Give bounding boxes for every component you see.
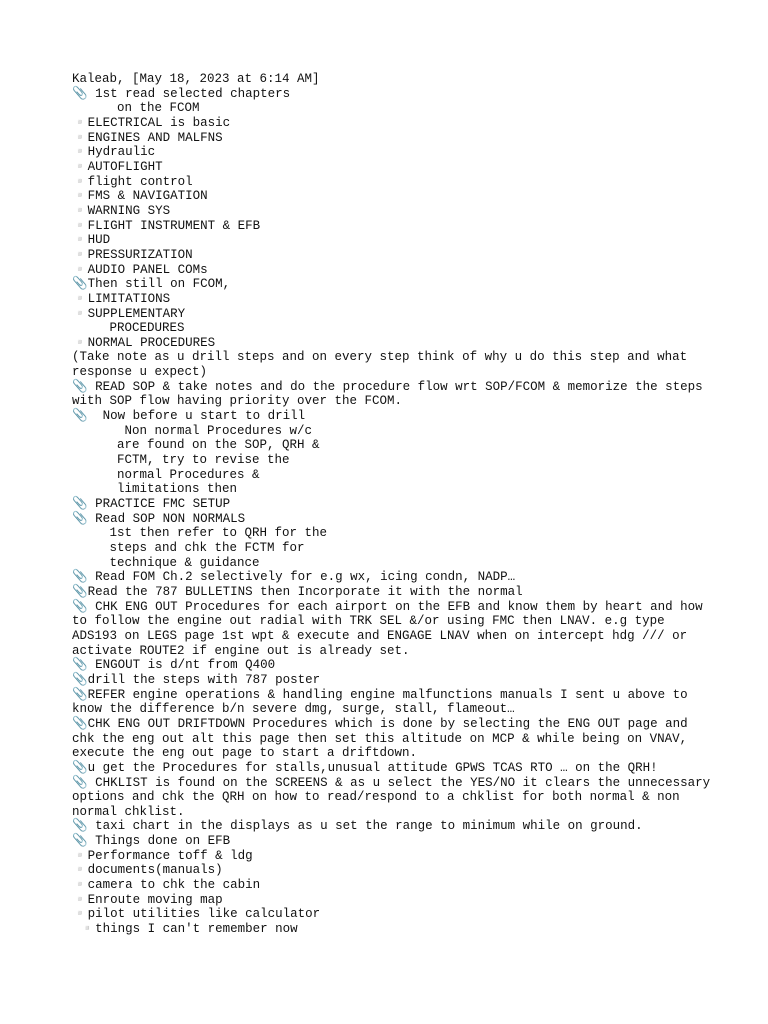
document-line: PROCEDURES bbox=[72, 321, 185, 336]
document-line: 📎 Things done on EFB bbox=[72, 834, 231, 849]
document-line: 📎Read the 787 BULLETINS then Incorporate it with the normal bbox=[72, 584, 523, 599]
document-line: ▫️pilot utilities like calculator bbox=[72, 907, 321, 922]
document-body bbox=[72, 72, 718, 937]
document-line: 📎 ENGOUT is d/nt from Q400 bbox=[72, 658, 276, 673]
document-line: ▫️documents(manuals) bbox=[72, 863, 223, 878]
document-line: Non normal Procedures w/c bbox=[72, 423, 313, 438]
document-line: technique & guidance bbox=[72, 555, 260, 570]
document-line: ▫️LIMITATIONS bbox=[72, 291, 171, 306]
document-line: ▫️Hydraulic bbox=[72, 145, 156, 160]
document-line: ▫️flight control bbox=[72, 174, 193, 189]
document-line: 📎 Now before u start to drill bbox=[72, 409, 306, 424]
document-line: ▫️Enroute moving map bbox=[72, 892, 223, 907]
document-line: 1st then refer to QRH for the bbox=[72, 526, 328, 541]
document-line: ▫️PRESSURIZATION bbox=[72, 247, 193, 262]
document-line: ▫️FLIGHT INSTRUMENT & EFB bbox=[72, 218, 261, 233]
document-line: 📎u get the Procedures for stalls,unusual attitude GPWS TCAS RTO … on the QRH! bbox=[72, 760, 658, 775]
document-line: ▫️WARNING SYS bbox=[72, 203, 171, 218]
document-line: ▫️FMS & NAVIGATION bbox=[72, 189, 208, 204]
document-line: ▫️NORMAL PROCEDURES bbox=[72, 335, 216, 350]
document-line: 📎 READ SOP & take notes and do the procedure flow wrt SOP/FCOM & memorize the steps with SOP flow having priority over the FCOM. bbox=[72, 379, 711, 409]
document-line: ▫️camera to chk the cabin bbox=[72, 878, 261, 893]
document-line: 📎CHK ENG OUT DRIFTDOWN Procedures which is done by selecting the ENG OUT page and chk the eng out alt this page then set this altitude on MCP & while being on VNAV, execute the eng out page to start a driftdown. bbox=[72, 716, 696, 761]
document-line: 📎 PRACTICE FMC SETUP bbox=[72, 497, 231, 512]
document-line: ▫️ENGINES AND MALFNS bbox=[72, 130, 223, 145]
document-line: ▫️SUPPLEMENTARY bbox=[72, 306, 186, 321]
document-line: on the FCOM bbox=[72, 101, 200, 116]
document-line: 📎Then still on FCOM, bbox=[72, 277, 231, 292]
document-line: 📎REFER engine operations & handling engine malfunctions manuals I sent u above to know the difference b/n severe dmg, surge, stall, flameout… bbox=[72, 687, 696, 717]
document-line: ▫️ELECTRICAL is basic bbox=[72, 115, 231, 130]
document-line: ▫️HUD bbox=[72, 233, 111, 248]
document-line: 📎 CHK ENG OUT Procedures for each airport on the EFB and know them by heart and how to follow the engine out radial with TRK SEL &/or using FMC then LNAV. e.g type ADS193 on LEGS page 1st wpt & execute and ENGAGE LNAV when on intercept hdg /// or activate ROUTE2 if engine out is already set. bbox=[72, 599, 711, 658]
document-line: normal Procedures & bbox=[72, 467, 260, 482]
document-line: 📎 1st read selected chapters bbox=[72, 86, 291, 101]
document-line: 📎 Read FOM Ch.2 selectively for e.g wx, icing condn, NADP… bbox=[72, 570, 516, 585]
message-header: Kaleab, [May 18, 2023 at 6:14 AM] bbox=[72, 72, 320, 86]
document-line: FCTM, try to revise the bbox=[72, 453, 290, 468]
document-line: ▫️AUDIO PANEL COMs bbox=[72, 262, 208, 277]
document-line: 📎 taxi chart in the displays as u set the range to minimum while on ground. bbox=[72, 819, 643, 834]
document-line: 📎 CHKLIST is found on the SCREENS & as u select the YES/NO it clears the unnecessary options and chk the QRH on how to read/respond to a chklist for both normal & non normal chklist. bbox=[72, 775, 718, 819]
document-line: 📎drill the steps with 787 poster bbox=[72, 672, 321, 687]
document-line: (Take note as u drill steps and on every step think of why u do this step and what response u expect) bbox=[72, 350, 695, 380]
document-line: 📎 Read SOP NON NORMALS bbox=[72, 511, 246, 526]
document-line: are found on the SOP, QRH & bbox=[72, 438, 320, 453]
document-line: limitations then bbox=[72, 482, 238, 497]
document-line: ▫️things I can't remember now bbox=[72, 922, 298, 937]
document-line: ▫️Performance toff & ldg bbox=[72, 848, 253, 863]
document-line: ▫️AUTOFLIGHT bbox=[72, 159, 163, 174]
document-line: steps and chk the FCTM for bbox=[72, 541, 305, 555]
